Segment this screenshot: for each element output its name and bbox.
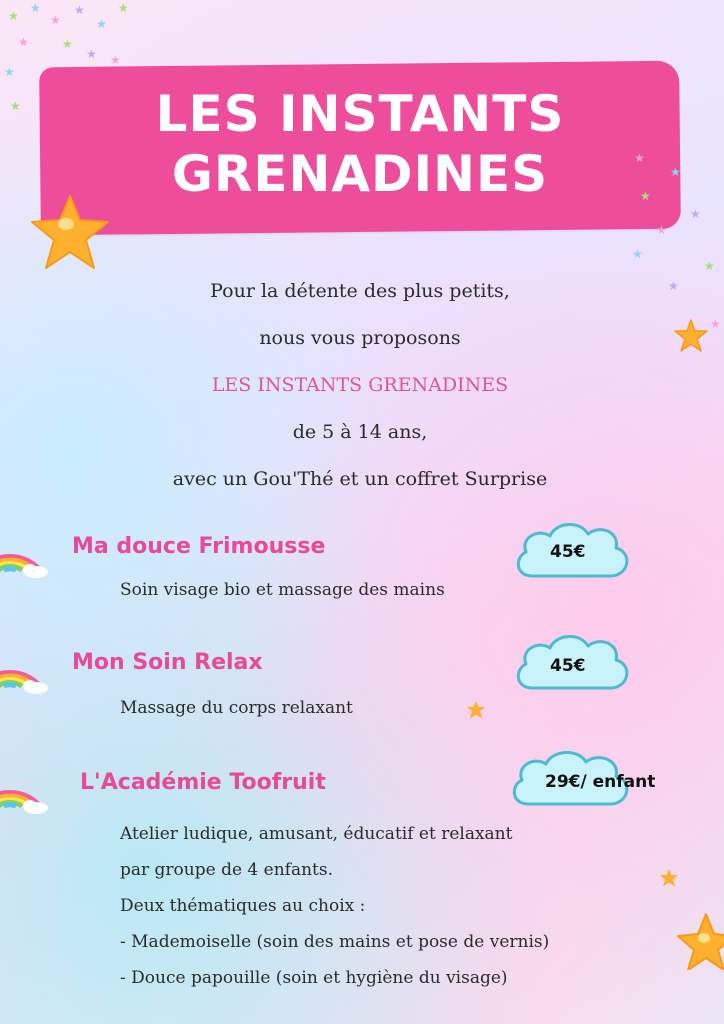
svg-text:★: ★ [86,47,97,61]
service-details [120,816,549,996]
svg-text:★: ★ [10,99,21,113]
rainbow-icon [0,636,52,696]
detail-line: Deux thématiques au choix : [120,896,366,916]
svg-text:★: ★ [710,317,721,331]
intro-line: nous vous proposons [259,327,461,349]
svg-text:★: ★ [96,17,107,31]
star-icon [672,318,710,354]
service-description: Soin visage bio et massage des mains [120,580,445,600]
svg-text:★: ★ [118,1,129,15]
star-icon [658,868,680,888]
detail-line: - Mademoiselle (soin des mains et pose de vernis) [120,932,550,952]
svg-text:★: ★ [30,1,41,15]
service-title: Ma douce Frimousse [72,534,326,559]
detail-line: - Douce papouille (soin et hygiène du visage) [120,968,508,988]
rainbow-icon [0,520,52,580]
svg-text:★: ★ [632,247,643,261]
title-line-2: GRENADINES [171,145,549,203]
rainbow-icon [0,756,52,816]
star-icon [465,700,487,720]
intro-line-highlight: LES INSTANTS GRENADINES [211,374,509,396]
svg-text:★: ★ [4,65,15,79]
svg-text:★: ★ [668,279,679,293]
star-icon [28,192,112,272]
service-title: L'Académie Toofruit [80,770,326,795]
svg-text:★: ★ [74,3,85,17]
intro-line: avec un Gou'Thé et un coffret Surprise [172,468,548,490]
intro-line: Pour la détente des plus petits, [210,280,510,302]
svg-text:★: ★ [50,13,61,27]
intro-line: de 5 à 14 ans, [292,421,428,443]
star-icon [672,910,724,970]
svg-text:★: ★ [8,9,19,23]
svg-text:★: ★ [110,53,121,67]
service-title: Mon Soin Relax [72,650,263,675]
price-label: 29€/ enfant [545,772,656,792]
svg-text:★: ★ [640,189,651,203]
price-label: 45€ [550,656,586,676]
title-line-1: LES INSTANTS [155,85,565,143]
svg-text:★: ★ [18,35,29,49]
svg-text:★: ★ [704,259,715,273]
page-title [40,84,680,204]
svg-text:★: ★ [634,151,645,165]
intro-text [100,268,620,503]
svg-text:★: ★ [62,37,73,51]
price-label: 45€ [550,542,586,562]
svg-text:★: ★ [690,207,701,221]
svg-text:★: ★ [670,165,681,179]
service-description: Massage du corps relaxant [120,698,353,718]
svg-text:★: ★ [656,223,667,237]
detail-line: Atelier ludique, amusant, éducatif et relaxant [120,824,513,844]
detail-line: par groupe de 4 enfants. [120,860,333,880]
